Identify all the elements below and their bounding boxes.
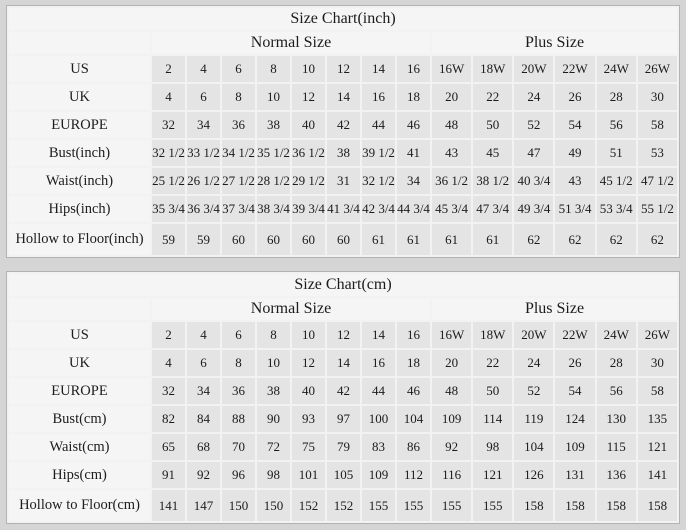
group-header-normal-size: Normal Size bbox=[152, 298, 430, 320]
size-cell: 47 3/4 bbox=[473, 196, 512, 222]
size-cell: 60 bbox=[257, 224, 290, 255]
size-cell: 32 1/2 bbox=[152, 140, 185, 166]
table-row bbox=[9, 406, 677, 432]
size-cell: 109 bbox=[362, 462, 395, 488]
size-cell: 79 bbox=[327, 434, 360, 460]
size-cell: 43 bbox=[432, 140, 471, 166]
tables-container bbox=[6, 5, 680, 524]
size-cell: 26W bbox=[638, 322, 677, 348]
size-cell: 104 bbox=[514, 434, 553, 460]
size-cell: 38 bbox=[257, 378, 290, 404]
group-header-normal-size: Normal Size bbox=[152, 32, 430, 54]
size-cell: 52 bbox=[514, 378, 553, 404]
table-row bbox=[9, 84, 677, 110]
size-cell: 56 bbox=[597, 378, 636, 404]
size-cell: 42 bbox=[327, 112, 360, 138]
size-cell: 54 bbox=[555, 112, 594, 138]
table-row bbox=[9, 350, 677, 376]
table-title-inch: Size Chart(inch) bbox=[9, 8, 677, 30]
size-cell: 22 bbox=[473, 84, 512, 110]
size-cell: 2 bbox=[152, 56, 185, 82]
table-row bbox=[9, 112, 677, 138]
size-cell: 112 bbox=[397, 462, 430, 488]
size-cell: 10 bbox=[257, 350, 290, 376]
size-cell: 40 bbox=[292, 378, 325, 404]
row-label: Waist(inch) bbox=[9, 168, 150, 194]
size-cell: 43 bbox=[555, 168, 594, 194]
size-cell: 14 bbox=[327, 84, 360, 110]
size-cell: 44 3/4 bbox=[397, 196, 430, 222]
size-cell: 20W bbox=[514, 322, 553, 348]
size-cell: 155 bbox=[397, 490, 430, 521]
table-row bbox=[9, 168, 677, 194]
size-cell: 60 bbox=[222, 224, 255, 255]
size-cell: 6 bbox=[222, 56, 255, 82]
size-cell: 62 bbox=[638, 224, 677, 255]
size-cell: 10 bbox=[292, 56, 325, 82]
size-cell: 155 bbox=[473, 490, 512, 521]
size-cell: 131 bbox=[555, 462, 594, 488]
size-cell: 98 bbox=[257, 462, 290, 488]
size-cell: 24W bbox=[597, 56, 636, 82]
size-cell: 49 bbox=[555, 140, 594, 166]
size-cell: 97 bbox=[327, 406, 360, 432]
size-cell: 18W bbox=[473, 322, 512, 348]
size-cell: 152 bbox=[327, 490, 360, 521]
size-cell: 52 bbox=[514, 112, 553, 138]
size-cell: 16 bbox=[397, 56, 430, 82]
size-cell: 44 bbox=[362, 378, 395, 404]
size-cell: 70 bbox=[222, 434, 255, 460]
size-cell: 38 bbox=[257, 112, 290, 138]
table-row bbox=[9, 140, 677, 166]
group-header-plus-size: Plus Size bbox=[432, 298, 677, 320]
size-cell: 38 1/2 bbox=[473, 168, 512, 194]
size-cell: 115 bbox=[597, 434, 636, 460]
size-cell: 88 bbox=[222, 406, 255, 432]
size-cell: 8 bbox=[257, 56, 290, 82]
size-cell: 84 bbox=[187, 406, 220, 432]
size-cell: 91 bbox=[152, 462, 185, 488]
size-cell: 37 3/4 bbox=[222, 196, 255, 222]
size-cell: 30 bbox=[638, 84, 677, 110]
size-cell: 86 bbox=[397, 434, 430, 460]
size-cell: 109 bbox=[555, 434, 594, 460]
size-cell: 24W bbox=[597, 322, 636, 348]
size-cell: 58 bbox=[638, 112, 677, 138]
size-cell: 36 1/2 bbox=[292, 140, 325, 166]
size-cell: 147 bbox=[187, 490, 220, 521]
size-cell: 92 bbox=[432, 434, 471, 460]
size-cell: 10 bbox=[292, 322, 325, 348]
size-cell: 119 bbox=[514, 406, 553, 432]
row-label: UK bbox=[9, 84, 150, 110]
size-cell: 2 bbox=[152, 322, 185, 348]
table-title-cm: Size Chart(cm) bbox=[9, 274, 677, 296]
size-cell: 130 bbox=[597, 406, 636, 432]
size-cell: 158 bbox=[597, 490, 636, 521]
size-cell: 29 1/2 bbox=[292, 168, 325, 194]
size-cell: 32 1/2 bbox=[362, 168, 395, 194]
table-row bbox=[9, 196, 677, 222]
size-cell: 62 bbox=[555, 224, 594, 255]
row-label: US bbox=[9, 56, 150, 82]
size-cell: 28 bbox=[597, 84, 636, 110]
size-cell: 116 bbox=[432, 462, 471, 488]
size-cell: 48 bbox=[432, 112, 471, 138]
row-label: Bust(inch) bbox=[9, 140, 150, 166]
size-cell: 34 bbox=[187, 378, 220, 404]
size-cell: 35 3/4 bbox=[152, 196, 185, 222]
size-cell: 48 bbox=[432, 378, 471, 404]
size-cell: 36 bbox=[222, 112, 255, 138]
size-cell: 36 bbox=[222, 378, 255, 404]
size-cell: 26W bbox=[638, 56, 677, 82]
size-cell: 136 bbox=[597, 462, 636, 488]
size-cell: 114 bbox=[473, 406, 512, 432]
size-cell: 31 bbox=[327, 168, 360, 194]
size-cell: 16 bbox=[362, 350, 395, 376]
row-label: US bbox=[9, 322, 150, 348]
size-cell: 25 1/2 bbox=[152, 168, 185, 194]
size-cell: 35 1/2 bbox=[257, 140, 290, 166]
row-label: UK bbox=[9, 350, 150, 376]
size-cell: 93 bbox=[292, 406, 325, 432]
size-cell: 14 bbox=[362, 322, 395, 348]
corner-cell bbox=[9, 298, 150, 320]
size-cell: 4 bbox=[152, 350, 185, 376]
size-cell: 155 bbox=[362, 490, 395, 521]
size-cell: 141 bbox=[152, 490, 185, 521]
size-cell: 150 bbox=[257, 490, 290, 521]
size-cell: 12 bbox=[292, 84, 325, 110]
size-cell: 72 bbox=[257, 434, 290, 460]
table-row bbox=[9, 322, 677, 348]
size-cell: 38 3/4 bbox=[257, 196, 290, 222]
size-cell: 22 bbox=[473, 350, 512, 376]
size-cell: 56 bbox=[597, 112, 636, 138]
size-cell: 12 bbox=[327, 56, 360, 82]
size-cell: 61 bbox=[397, 224, 430, 255]
size-cell: 27 1/2 bbox=[222, 168, 255, 194]
size-cell: 18 bbox=[397, 350, 430, 376]
size-cell: 158 bbox=[555, 490, 594, 521]
size-cell: 22W bbox=[555, 322, 594, 348]
size-cell: 40 bbox=[292, 112, 325, 138]
size-cell: 60 bbox=[292, 224, 325, 255]
size-cell: 34 1/2 bbox=[222, 140, 255, 166]
size-cell: 82 bbox=[152, 406, 185, 432]
size-cell: 8 bbox=[222, 84, 255, 110]
size-cell: 26 bbox=[555, 84, 594, 110]
size-cell: 18W bbox=[473, 56, 512, 82]
size-cell: 121 bbox=[473, 462, 512, 488]
size-cell: 158 bbox=[514, 490, 553, 521]
size-cell: 14 bbox=[362, 56, 395, 82]
size-cell: 124 bbox=[555, 406, 594, 432]
size-cell: 90 bbox=[257, 406, 290, 432]
size-cell: 16 bbox=[397, 322, 430, 348]
size-cell: 55 1/2 bbox=[638, 196, 677, 222]
size-cell: 36 1/2 bbox=[432, 168, 471, 194]
size-cell: 45 3/4 bbox=[432, 196, 471, 222]
size-cell: 10 bbox=[257, 84, 290, 110]
row-label: Bust(cm) bbox=[9, 406, 150, 432]
size-cell: 101 bbox=[292, 462, 325, 488]
size-cell: 16W bbox=[432, 322, 471, 348]
size-cell: 46 bbox=[397, 378, 430, 404]
size-cell: 18 bbox=[397, 84, 430, 110]
size-cell: 152 bbox=[292, 490, 325, 521]
size-cell: 51 bbox=[597, 140, 636, 166]
size-cell: 6 bbox=[187, 84, 220, 110]
table-row bbox=[9, 490, 677, 521]
table-row bbox=[9, 462, 677, 488]
size-cell: 104 bbox=[397, 406, 430, 432]
group-header-plus-size: Plus Size bbox=[432, 32, 677, 54]
size-cell: 32 bbox=[152, 112, 185, 138]
size-cell: 100 bbox=[362, 406, 395, 432]
size-cell: 68 bbox=[187, 434, 220, 460]
size-cell: 45 1/2 bbox=[597, 168, 636, 194]
size-cell: 24 bbox=[514, 350, 553, 376]
size-cell: 26 1/2 bbox=[187, 168, 220, 194]
size-cell: 61 bbox=[473, 224, 512, 255]
size-cell: 96 bbox=[222, 462, 255, 488]
row-label: EUROPE bbox=[9, 112, 150, 138]
size-cell: 24 bbox=[514, 84, 553, 110]
size-cell: 39 1/2 bbox=[362, 140, 395, 166]
size-cell: 32 bbox=[152, 378, 185, 404]
row-label: EUROPE bbox=[9, 378, 150, 404]
size-cell: 8 bbox=[222, 350, 255, 376]
size-cell: 39 3/4 bbox=[292, 196, 325, 222]
size-cell: 12 bbox=[327, 322, 360, 348]
size-cell: 83 bbox=[362, 434, 395, 460]
size-cell: 26 bbox=[555, 350, 594, 376]
size-cell: 60 bbox=[327, 224, 360, 255]
size-cell: 121 bbox=[638, 434, 677, 460]
size-cell: 16 bbox=[362, 84, 395, 110]
size-cell: 20 bbox=[432, 84, 471, 110]
size-cell: 49 3/4 bbox=[514, 196, 553, 222]
size-cell: 40 3/4 bbox=[514, 168, 553, 194]
size-cell: 62 bbox=[597, 224, 636, 255]
size-cell: 46 bbox=[397, 112, 430, 138]
size-cell: 98 bbox=[473, 434, 512, 460]
size-cell: 20 bbox=[432, 350, 471, 376]
row-label: Hips(cm) bbox=[9, 462, 150, 488]
row-label: Hips(inch) bbox=[9, 196, 150, 222]
size-cell: 54 bbox=[555, 378, 594, 404]
size-cell: 53 3/4 bbox=[597, 196, 636, 222]
size-cell: 59 bbox=[152, 224, 185, 255]
size-cell: 75 bbox=[292, 434, 325, 460]
size-cell: 61 bbox=[362, 224, 395, 255]
size-cell: 109 bbox=[432, 406, 471, 432]
size-cell: 126 bbox=[514, 462, 553, 488]
table-row bbox=[9, 56, 677, 82]
size-cell: 105 bbox=[327, 462, 360, 488]
size-cell: 38 bbox=[327, 140, 360, 166]
size-cell: 59 bbox=[187, 224, 220, 255]
table-row bbox=[9, 378, 677, 404]
size-cell: 47 1/2 bbox=[638, 168, 677, 194]
size-cell: 14 bbox=[327, 350, 360, 376]
size-cell: 58 bbox=[638, 378, 677, 404]
size-cell: 44 bbox=[362, 112, 395, 138]
size-cell: 36 3/4 bbox=[187, 196, 220, 222]
size-cell: 45 bbox=[473, 140, 512, 166]
size-cell: 42 3/4 bbox=[362, 196, 395, 222]
row-label: Hollow to Floor(inch) bbox=[9, 224, 150, 255]
size-cell: 158 bbox=[638, 490, 677, 521]
size-cell: 92 bbox=[187, 462, 220, 488]
size-cell: 50 bbox=[473, 378, 512, 404]
table-row bbox=[9, 434, 677, 460]
size-cell: 12 bbox=[292, 350, 325, 376]
corner-cell bbox=[9, 32, 150, 54]
size-cell: 41 3/4 bbox=[327, 196, 360, 222]
size-cell: 150 bbox=[222, 490, 255, 521]
row-label: Waist(cm) bbox=[9, 434, 150, 460]
size-cell: 53 bbox=[638, 140, 677, 166]
row-label: Hollow to Floor(cm) bbox=[9, 490, 150, 521]
size-cell: 33 1/2 bbox=[187, 140, 220, 166]
size-cell: 65 bbox=[152, 434, 185, 460]
size-cell: 28 bbox=[597, 350, 636, 376]
size-chart-inch-table bbox=[6, 5, 680, 258]
size-cell: 141 bbox=[638, 462, 677, 488]
size-cell: 6 bbox=[222, 322, 255, 348]
size-cell: 41 bbox=[397, 140, 430, 166]
size-cell: 34 bbox=[187, 112, 220, 138]
size-cell: 28 1/2 bbox=[257, 168, 290, 194]
size-chart-cm-table bbox=[6, 271, 680, 524]
size-cell: 50 bbox=[473, 112, 512, 138]
size-cell: 62 bbox=[514, 224, 553, 255]
size-cell: 8 bbox=[257, 322, 290, 348]
size-cell: 155 bbox=[432, 490, 471, 521]
size-cell: 42 bbox=[327, 378, 360, 404]
size-cell: 22W bbox=[555, 56, 594, 82]
size-cell: 4 bbox=[187, 56, 220, 82]
size-cell: 4 bbox=[152, 84, 185, 110]
size-cell: 30 bbox=[638, 350, 677, 376]
size-cell: 34 bbox=[397, 168, 430, 194]
size-cell: 6 bbox=[187, 350, 220, 376]
size-cell: 51 3/4 bbox=[555, 196, 594, 222]
size-cell: 4 bbox=[187, 322, 220, 348]
size-cell: 47 bbox=[514, 140, 553, 166]
table-row bbox=[9, 224, 677, 255]
size-cell: 61 bbox=[432, 224, 471, 255]
size-cell: 135 bbox=[638, 406, 677, 432]
size-cell: 16W bbox=[432, 56, 471, 82]
size-cell: 20W bbox=[514, 56, 553, 82]
